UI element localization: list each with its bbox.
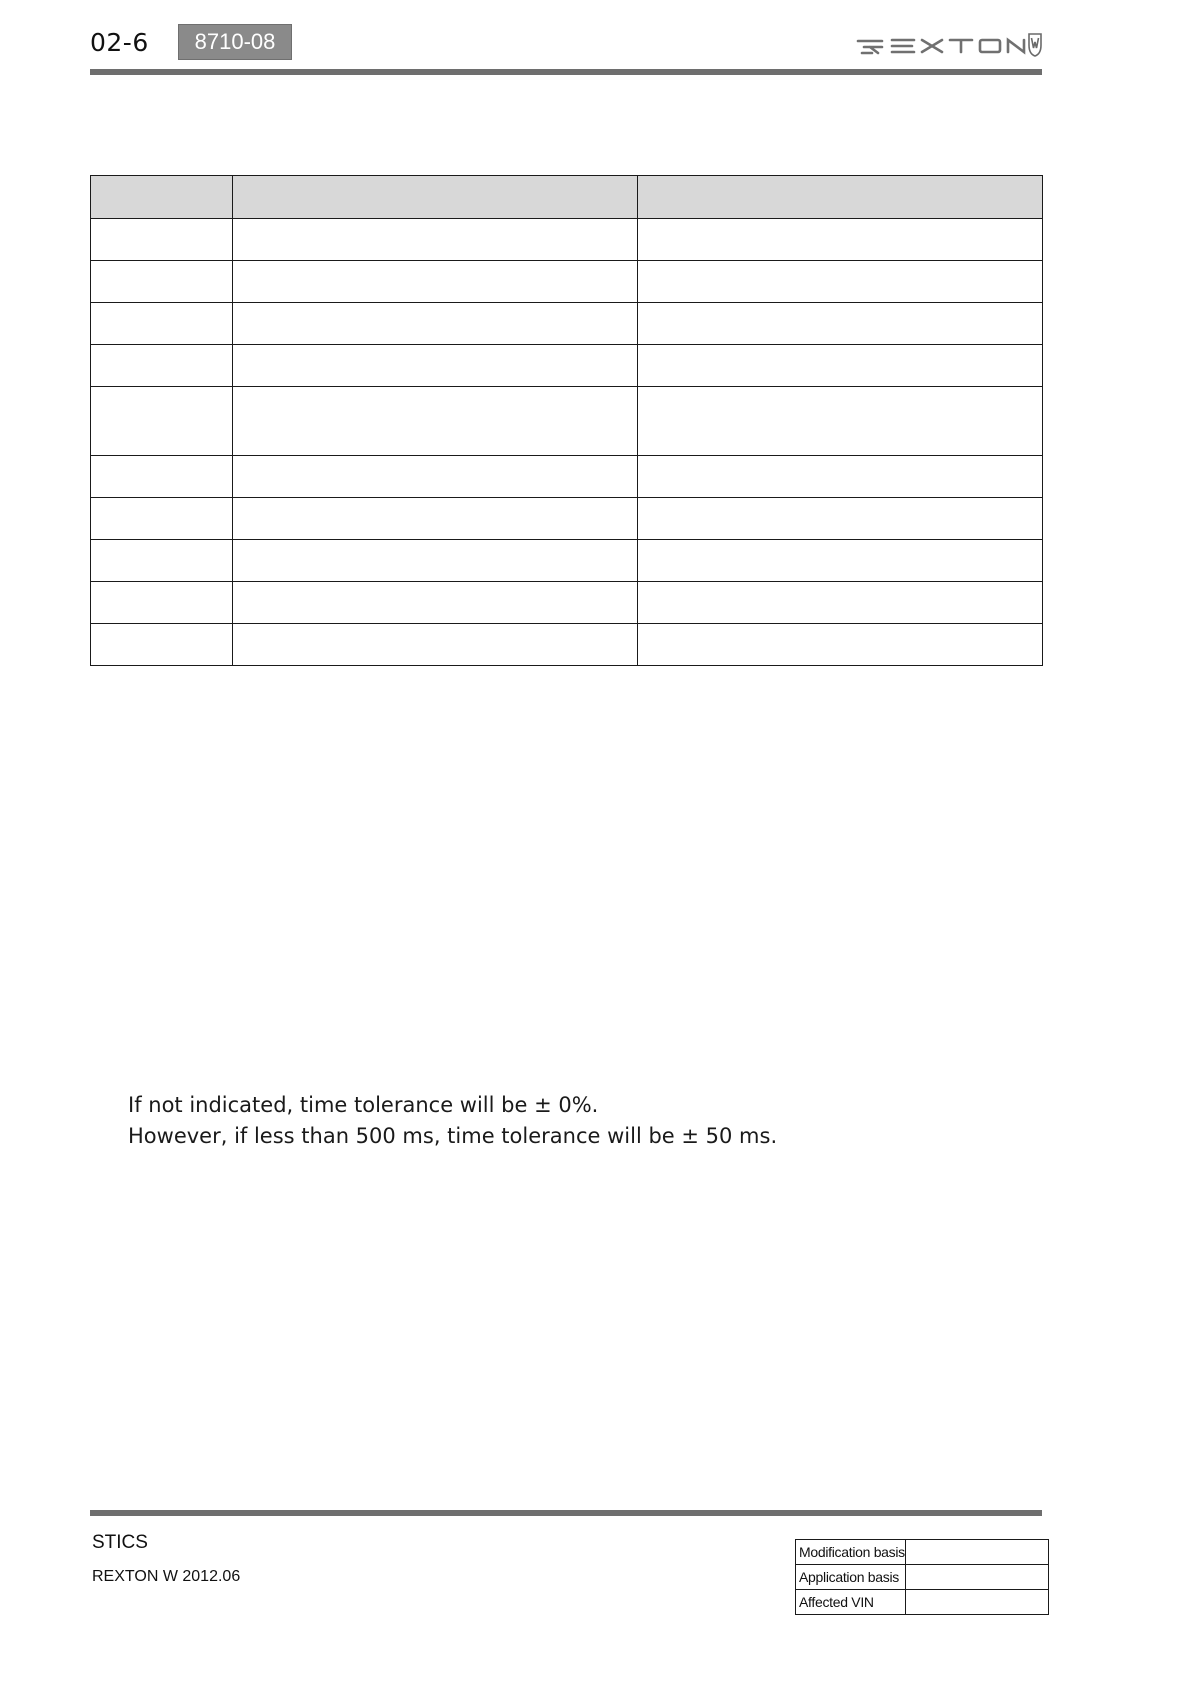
table-cell: [233, 456, 637, 498]
table-cell: [91, 456, 233, 498]
table-cell: [91, 387, 233, 456]
table-cell: [637, 582, 1042, 624]
table-cell: [233, 498, 637, 540]
table-cell: [637, 219, 1042, 261]
revision-label: Modification basis: [796, 1540, 906, 1565]
table-cell: [637, 345, 1042, 387]
table-row: [91, 498, 1043, 540]
table-cell: [233, 624, 637, 666]
table-cell: [637, 456, 1042, 498]
revision-value: [906, 1540, 1049, 1565]
table-cell: [233, 219, 637, 261]
table-cell: [91, 624, 233, 666]
table-cell: [637, 261, 1042, 303]
table-cell: [637, 303, 1042, 345]
table-cell: [637, 498, 1042, 540]
table-cell: [91, 303, 233, 345]
revision-label: Application basis: [796, 1565, 906, 1590]
header-rule: [90, 69, 1042, 75]
table-row: [91, 303, 1043, 345]
table-cell: [233, 540, 637, 582]
table-cell: [233, 387, 637, 456]
revision-table: [795, 1539, 1049, 1615]
table-cell: [233, 261, 637, 303]
rexton-logo: [852, 30, 1042, 58]
section-code-badge: 8710-08: [178, 24, 292, 60]
revision-label: Affected VIN: [796, 1590, 906, 1615]
table-header-cell: [91, 176, 233, 219]
table-row: [91, 219, 1043, 261]
table-row: [91, 387, 1043, 456]
table-header-cell: [233, 176, 637, 219]
revision-value: [906, 1590, 1049, 1615]
table-row: [91, 456, 1043, 498]
tolerance-note-line: However, if less than 500 ms, time tolerance will be ± 50 ms.: [128, 1124, 778, 1148]
table-cell: [91, 261, 233, 303]
table-cell: [637, 540, 1042, 582]
table-cell: [233, 582, 637, 624]
revision-value: [906, 1565, 1049, 1590]
revision-row: [796, 1540, 1049, 1565]
table-header-cell: [637, 176, 1042, 219]
footer-title: STICS: [92, 1532, 148, 1553]
revision-row: [796, 1565, 1049, 1590]
table-row: [91, 345, 1043, 387]
table-cell: [91, 219, 233, 261]
table-row: [91, 582, 1043, 624]
tolerance-note-line: If not indicated, time tolerance will be ± 0%.: [128, 1093, 599, 1117]
table-cell: [91, 540, 233, 582]
table-row: [91, 261, 1043, 303]
table-header-row: [91, 176, 1043, 219]
footer-rule: [90, 1510, 1042, 1516]
table-cell: [637, 624, 1042, 666]
table-cell: [233, 303, 637, 345]
table-cell: [91, 582, 233, 624]
page-header: [90, 20, 1042, 76]
table-cell: [233, 345, 637, 387]
footer-model: REXTON W 2012.06: [92, 1568, 241, 1585]
tolerance-note: [128, 1090, 777, 1152]
spec-table: [90, 175, 1043, 666]
table-row: [91, 540, 1043, 582]
page-number: 02-6: [90, 28, 149, 57]
revision-row: [796, 1590, 1049, 1615]
table-cell: [91, 498, 233, 540]
table-row: [91, 624, 1043, 666]
table-cell: [637, 387, 1042, 456]
table-cell: [91, 345, 233, 387]
